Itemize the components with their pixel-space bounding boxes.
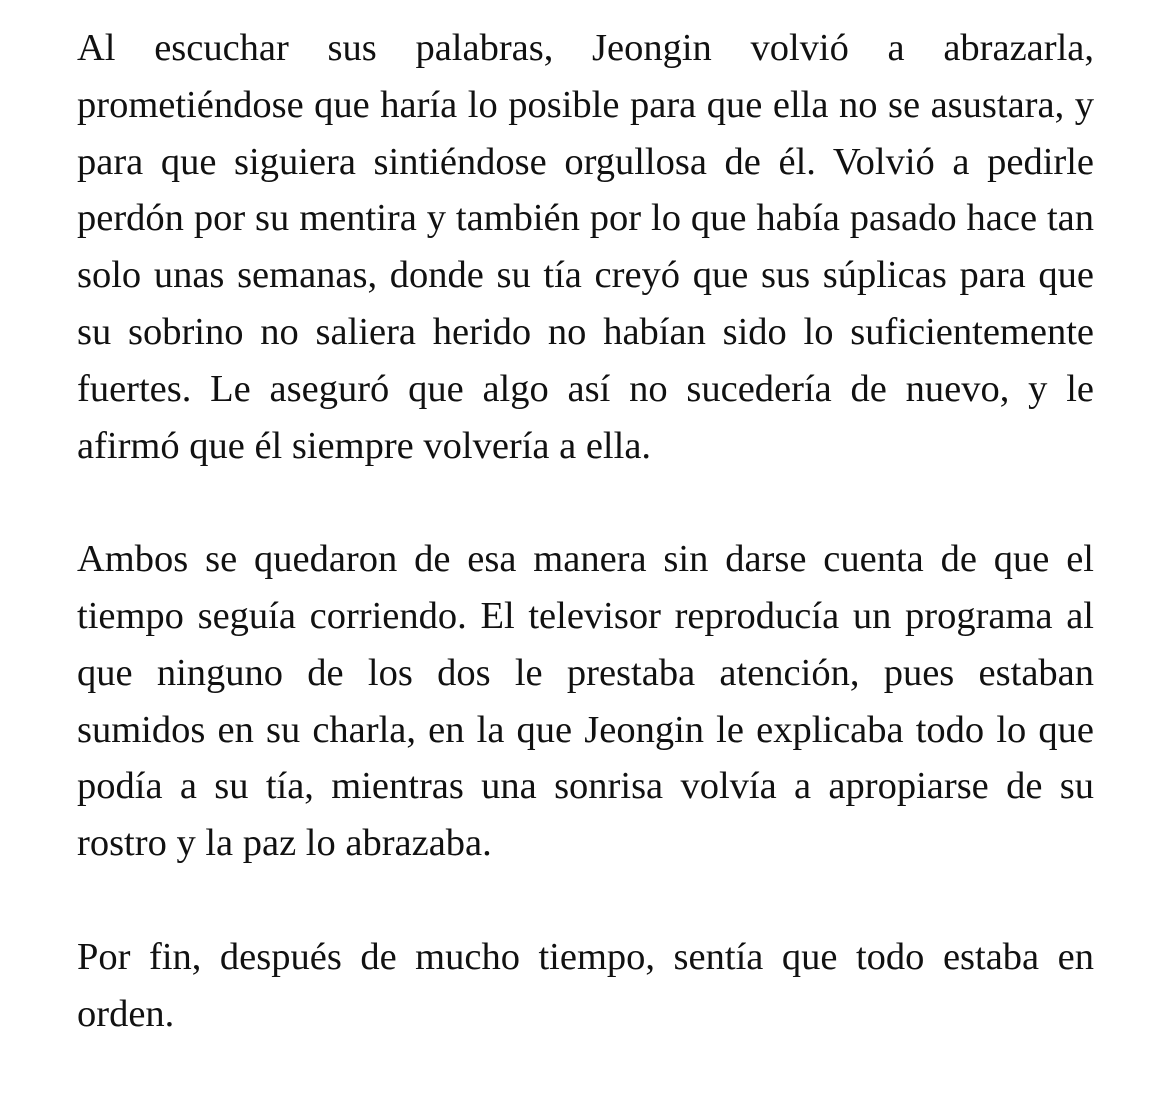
- paragraph-1: Al escuchar sus palabras, Jeongin volvió a abrazarla, prometiéndose que haría lo posible para que ella no se asustara, y para que siguiera sintiéndose orgullosa de él. Volvió a pedirle perdón por su mentira y también por lo que había pasado hace tan solo unas semanas, donde su tía creyó que sus súplicas para que su sobrino no saliera herido no habían sido lo suficientemente fuertes. Le aseguró que algo así no sucedería de nuevo, y le afirmó que él siempre volvería a ella.: [77, 27, 1094, 467]
- paragraph-2: Ambos se quedaron de esa manera sin darse cuenta de que el tiempo seguía corriendo. El televisor reproducía un programa al que ninguno de los dos le prestaba atención, pues estaban sumidos en su charla, en la que Jeongin le explicaba todo lo que podía a su tía, mientras una sonrisa volvía a apropiarse de su rostro y la paz lo abrazaba.: [77, 538, 1094, 865]
- document-page: [77, 20, 1094, 1042]
- paragraph-3: Por fin, después de mucho tiempo, sentía que todo estaba en orden.: [77, 935, 1094, 1035]
